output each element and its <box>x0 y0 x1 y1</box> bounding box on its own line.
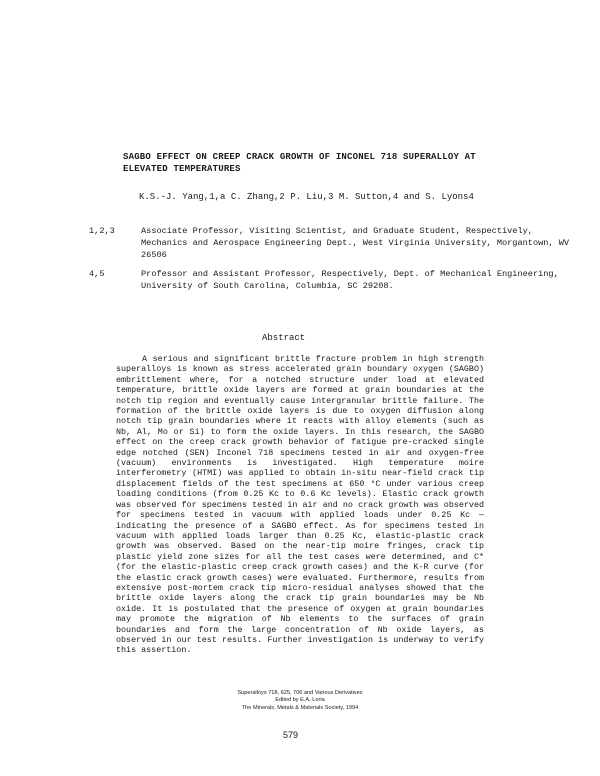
affiliation-text: Professor and Assistant Professor, Respectively, Dept. of Mechanical Engineering, University of South Carolina, Columbia, SC 29208. <box>141 269 559 291</box>
publication-footnote <box>200 690 400 712</box>
abstract-heading: Abstract <box>262 333 306 343</box>
affiliation-text: Associate Professor, Visiting Scientist, and Graduate Student, Respectively, Mechanics and Aerospace Engineering Dept., West Virginia University, Morgantown, WV 26506 <box>141 226 570 260</box>
affiliation-marker: 4,5 <box>89 269 105 279</box>
page-number: 579 <box>283 730 299 740</box>
affiliation-2 <box>89 268 589 296</box>
affiliation-1 <box>89 225 589 265</box>
author-list: K.S.-J. Yang,1,a C. Zhang,2 P. Liu,3 M. Sutton,4 and S. Lyons4 <box>139 192 474 202</box>
paper-title: SAGBO EFFECT ON CREEP CRACK GROWTH OF INCONEL 718 SUPERALLOY AT ELEVATED TEMPERATURES <box>123 152 476 174</box>
affiliation-marker: 1,2,3 <box>89 226 115 236</box>
footnote-line: Superalloys 718, 625, 706 and Various Derivatives <box>237 690 363 696</box>
footnote-line: The Minerals, Metals & Materials Society, 1994 <box>241 704 359 711</box>
footnote-line: Edited by E.A. Loria <box>275 697 325 704</box>
abstract-body: A serious and significant brittle fracture problem in high strength superalloys is known as stress accelerated grain boundary oxygen (SAGBO) embrittlement where, for a notched structure under load at elevated temperature, brittle oxide layers are formed at grain boundaries at the notch tip region and eventually cause intergranular brittle failure. The formation of the brittle oxide layers is due to oxygen diffusion along notch tip grain boundaries where it reacts with alloy elements (such as Nb, Al, Mo or Si) to form the oxide layers. In this research, the SAGBO effect on the creep crack growth behavior of fatigue pre-cracked single edge notched (SEN) Inconel 718 specimens tested in air and oxygen-free (vacuum) environments is investigated. High temperature moire interferometry (HTMI) was applied to obtain in-situ near-field crack tip displacement fields of the test specimens at 650 °C under various creep loading conditions (from 0.25 Kc to 0.6 Kc levels). Elastic crack growth was observed for specimens tested in air and no crack growth was observed for specimens tested in vacuum with applied loads under 0.25 Kc — indicating the presence of a SAGBO effect. As for specimens tested in vacuum with applied loads larger than 0.25 Kc, elastic-plastic crack growth was observed. Based on the near-tip moire fringes, crack tip plastic yield zone sizes for all the test cases were determined, and C* (for the elastic-plastic creep crack growth cases) and the K-R curve (for the elastic crack growth cases) were evaluated. Furthermore, results from extensive post-mortem crack tip micro-residual analyses showed that the brittle oxide layers along the crack tip grain boundaries may be Nb oxide. It is postulated that the presence of oxygen at grain boundaries may promote the migration of Nb elements to the surfaces of grain boundaries and form the large concentration of Nb oxide layers, as observed in our test results. Further investigation is underway to verify this assertion. <box>116 354 484 656</box>
